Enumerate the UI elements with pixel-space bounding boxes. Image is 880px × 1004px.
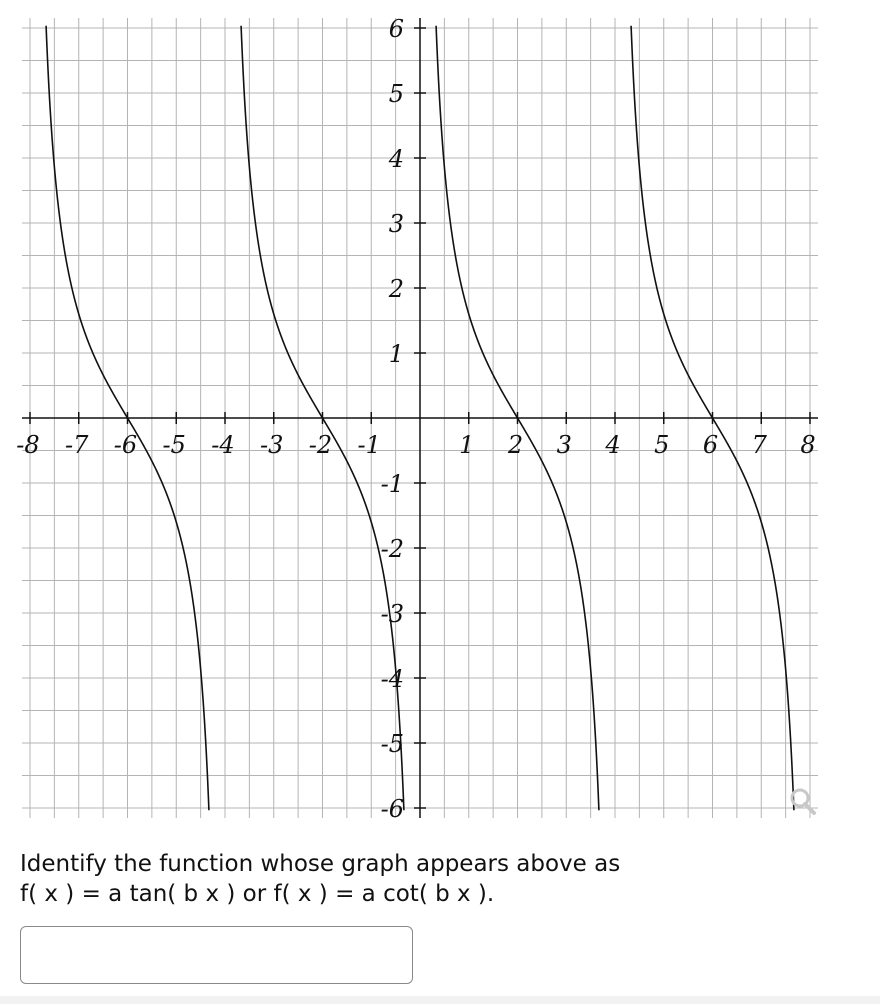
y-tick-label: 6 — [388, 15, 404, 43]
y-tick-label: -3 — [380, 600, 404, 628]
x-tick-label: -2 — [308, 431, 333, 459]
x-tick-label: 7 — [751, 431, 767, 459]
x-tick-label: -3 — [260, 431, 284, 459]
page-footer-strip — [0, 996, 880, 1004]
x-tick-label: -5 — [162, 431, 186, 459]
y-tick-label: 4 — [388, 145, 404, 173]
y-tick-label: 3 — [388, 210, 404, 238]
question-line-2: f( x ) = a tan( b x ) or f( x ) = a cot( b x ). — [20, 881, 495, 907]
x-tick-label: 1 — [459, 431, 475, 459]
x-tick-label: 8 — [800, 431, 816, 459]
x-tick-label: -6 — [113, 431, 138, 459]
x-tick-label: -4 — [211, 431, 235, 459]
answer-input[interactable] — [20, 926, 413, 984]
magnifier-icon[interactable] — [786, 786, 822, 816]
x-tick-label: 6 — [702, 431, 719, 459]
x-tick-label: -7 — [65, 431, 89, 459]
y-tick-label: 2 — [388, 275, 404, 303]
question-line-1: Identify the function whose graph appears above as — [20, 851, 621, 877]
y-tick-label: -5 — [380, 730, 404, 758]
x-tick-label: 4 — [605, 431, 621, 459]
x-tick-label: 2 — [507, 431, 524, 459]
y-tick-label: 5 — [388, 80, 404, 108]
y-tick-label: -4 — [380, 665, 404, 693]
x-tick-label: -8 — [16, 431, 40, 459]
x-tick-label: -1 — [357, 431, 381, 459]
y-tick-label: -6 — [380, 795, 404, 820]
question-text — [20, 849, 860, 909]
x-tick-label: 5 — [654, 431, 670, 459]
y-tick-label: -2 — [380, 535, 404, 563]
y-tick-label: 1 — [388, 340, 404, 368]
y-tick-label: -1 — [380, 470, 404, 498]
x-tick-label: 3 — [556, 431, 572, 459]
axes — [22, 18, 818, 818]
